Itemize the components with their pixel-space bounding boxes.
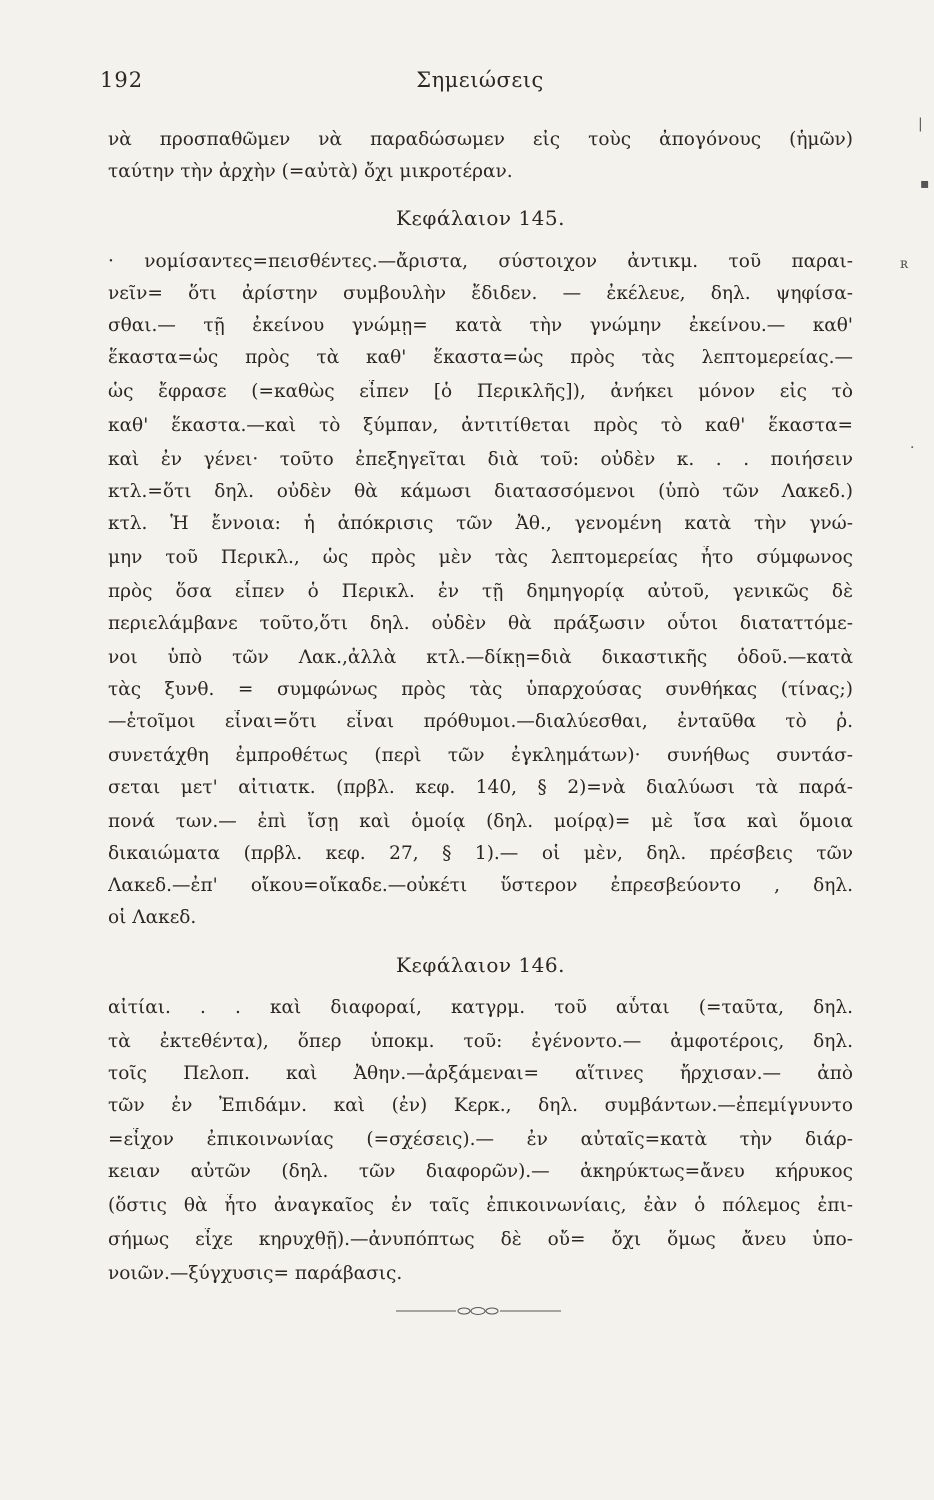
text-line: ταύτην τὴν ἀρχὴν (=αὐτὰ) ὄχι μικροτέραν. (108, 161, 513, 182)
text-line: ὡς ἔφρασε (=καθὼς εἶπεν [ὁ Περικλῆς]), ἀνήκει μόνον εἰς τὸ (108, 381, 853, 402)
text-line: καθ' ἕκαστα.—καὶ τὸ ξύμπαν, ἀντιτίθεται πρὸς τὸ καθ' ἕκαστα= (108, 415, 853, 436)
text-line: αἰτίαι. . . καὶ διαφοραί, κατγρμ. τοῦ αὗται (=ταῦτα, δηλ. (108, 997, 853, 1018)
margin-mark: · (910, 440, 915, 456)
ornament-divider (396, 1305, 561, 1317)
text-line: νοι ὑπὸ τῶν Λακ.,ἀλλὰ κτλ.—δίκῃ=διὰ δικαστικῆς ὁδοῦ.—κατὰ (108, 647, 853, 668)
text-line: οἱ Λακεδ. (108, 907, 197, 928)
page-number: 192 (100, 68, 144, 92)
text-line: περιελάμβανε τοῦτο,ὅτι δηλ. οὐδὲν θὰ πράξωσιν οὗτοι διαταττόμε- (108, 613, 853, 634)
text-line: πονά των.— ἐπὶ ἴσῃ καὶ ὁμοίᾳ (δηλ. μοίρᾳ)= μὲ ἴσα καὶ ὅμοια (108, 811, 853, 832)
running-title: Σημειώσεις (416, 68, 544, 92)
text-line: κτλ. Ἡ ἔννοια: ἡ ἀπόκρισις τῶν Ἀθ., γενομένη κατὰ τὴν γνώ- (108, 513, 853, 534)
text-line: δικαιώματα (πρβλ. κεφ. 27, § 1).— οἱ μὲν, δηλ. πρέσβεις τῶν (108, 843, 853, 864)
text-line: —ἑτοῖμοι εἶναι=ὅτι εἶναι πρόθυμοι.—διαλύεσθαι, ἐνταῦθα τὸ ῥ. (108, 711, 853, 732)
text-line: συνετάχθη ἐμπροθέτως (περὶ τῶν ἐγκλημάτων)· συνήθως συντάσ- (108, 745, 853, 766)
chapter-heading: Κεφάλαιον 146. (396, 953, 565, 977)
text-line: νὰ προσπαθῶμεν νὰ παραδώσωμεν εἰς τοὺς ἀπογόνους (ἡμῶν) (108, 129, 853, 150)
text-line: τὰς ξυνθ. = συμφώνως πρὸς τὰς ὑπαρχούσας συνθήκας (τίνας;) (108, 679, 853, 700)
text-line: =εἶχον ἐπικοινωνίας (=σχέσεις).— ἐν αὐταῖς=κατὰ τὴν διάρ- (108, 1129, 853, 1150)
text-line: (ὅστις θὰ ἦτο ἀναγκαῖος ἐν ταῖς ἐπικοινωνίαις, ἐὰν ὁ πόλεμος ἐπι- (108, 1195, 853, 1216)
text-line: νεῖν= ὅτι ἀρίστην συμβουλὴν ἔδιδεν. — ἐκέλευε, δηλ. ψηφίσα- (108, 283, 853, 304)
text-line: τοῖς Πελοπ. καὶ Ἀθην.—ἀρξάμεναι= αἵτινες ἤρχισαν.— ἀπὸ (108, 1063, 853, 1084)
text-line: σήμως εἶχε κηρυχθῇ).—ἀνυπόπτως δὲ οὔ= ὄχι ὅμως ἄνευ ὑπο- (108, 1229, 853, 1250)
text-line: τὰ ἐκτεθέντα), ὅπερ ὑποκμ. τοῦ: ἐγένοντο.— ἀμφοτέροις, δηλ. (108, 1031, 853, 1052)
text-line: ἕκαστα=ὡς πρὸς τὰ καθ' ἕκαστα=ὡς πρὸς τὰς λεπτομερείας.— (108, 347, 853, 368)
text-line: πρὸς ὅσα εἶπεν ὁ Περικλ. ἐν τῇ δημηγορίᾳ αὐτοῦ, γενικῶς δὲ (108, 581, 853, 602)
text-line: κειαν αὐτῶν (δηλ. τῶν διαφορῶν).— ἀκηρύκτως=ἄνευ κήρυκος (108, 1161, 853, 1182)
text-line: Λακεδ.—ἐπ' οἴκου=οἴκαδε.—οὐκέτι ὕστερον ἐπρεσβεύοντο , δηλ. (108, 875, 853, 896)
text-line: σθαι.— τῇ ἐκείνου γνώμῃ= κατὰ τὴν γνώμην ἐκείνου.— καθ' (108, 315, 853, 336)
text-line: · νομίσαντες=πεισθέντες.—ἄριστα, σύστοιχον ἀντικμ. τοῦ παραι- (108, 251, 853, 272)
text-line: μην τοῦ Περικλ., ὡς πρὸς μὲν τὰς λεπτομερείας ἦτο σύμφωνος (108, 547, 853, 568)
margin-mark: ▪ (920, 176, 930, 192)
margin-mark: ʀ (900, 256, 909, 272)
chapter-heading: Κεφάλαιον 145. (396, 206, 565, 230)
text-line: νοιῶν.—ξύγχυσις= παράβασις. (108, 1263, 403, 1284)
text-line: σεται μετ' αἰτιατκ. (πρβλ. κεφ. 140, § 2)=νὰ διαλύωσι τὰ παρά- (108, 777, 853, 798)
text-line: καὶ ἐν γένει· τοῦτο ἐπεξηγεῖται διὰ τοῦ: οὐδὲν κ. . . ποιήσειν (108, 449, 853, 470)
text-line: κτλ.=ὅτι δηλ. οὐδὲν θὰ κάμωσι διατασσόμενοι (ὑπὸ τῶν Λακεδ.) (108, 481, 853, 502)
margin-mark: | (918, 116, 923, 132)
text-line: τῶν ἐν Ἐπιδάμν. καὶ (ἐν) Κερκ., δηλ. συμβάντων.—ἐπεμίγνυντο (108, 1095, 853, 1116)
